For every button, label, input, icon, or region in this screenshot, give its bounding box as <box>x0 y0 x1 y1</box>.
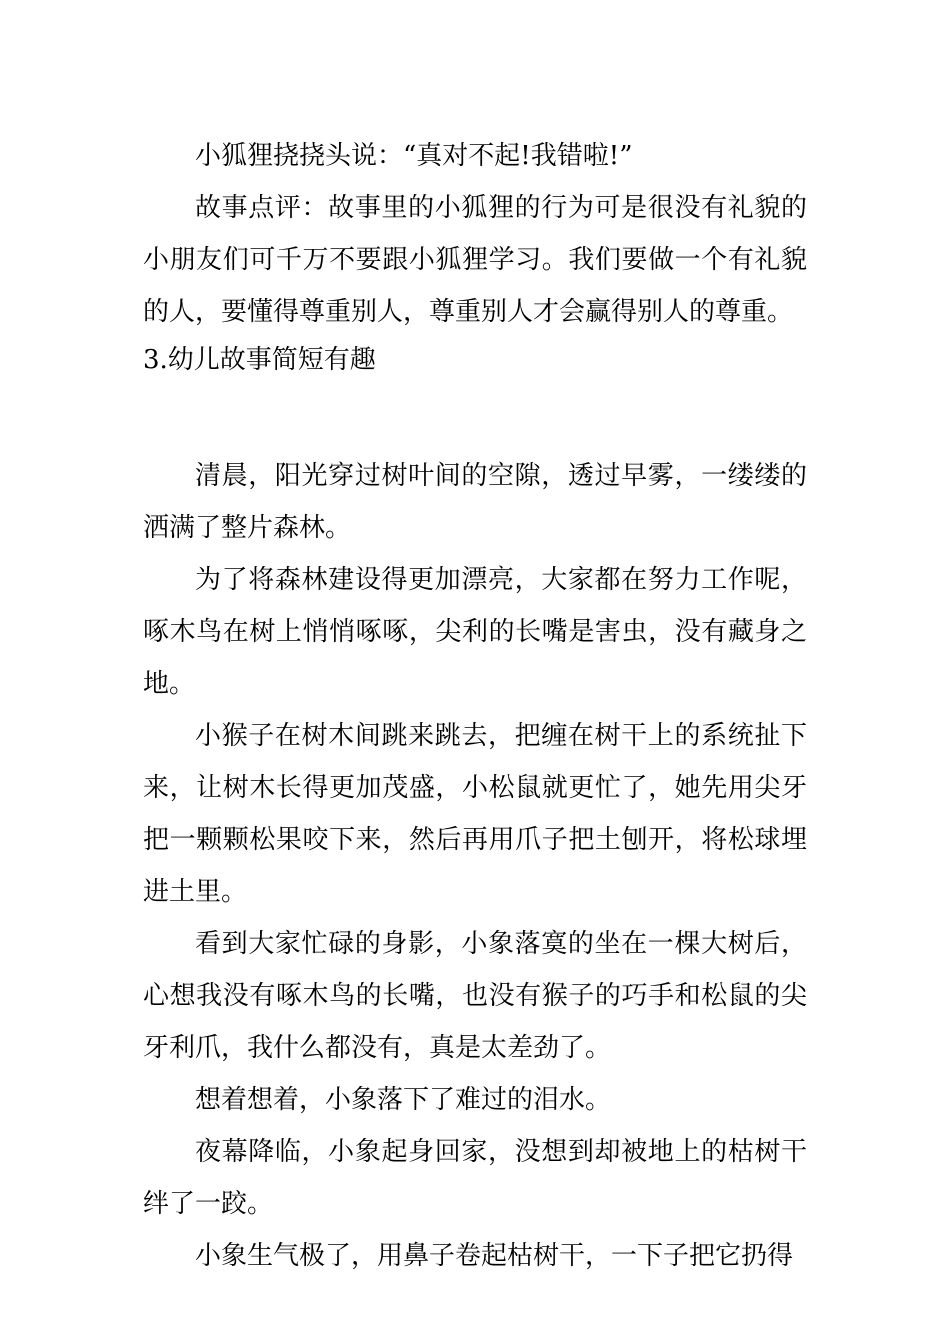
paragraph-woodpecker: 为了将森林建设得更加漂亮，大家都在努力工作呢，啄木鸟在树上悄悄啄啄，尖利的长嘴是害虫，没有藏身之地。 <box>143 565 807 699</box>
paragraph-tears: 想着想着，小象落下了难过的泪水。 <box>195 1085 612 1115</box>
document-body <box>143 130 807 1282</box>
section-gap <box>143 382 807 450</box>
paragraph-elephant-angry: 小象生气极了，用鼻子卷起枯树干，一下子把它扔得 <box>195 1241 794 1271</box>
paragraph-morning: 清晨，阳光穿过树叶间的空隙，透过早雾，一缕缕的洒满了整片森林。 <box>143 461 807 543</box>
paragraph-elephant-sad: 看到大家忙碌的身影，小象落寞的坐在一棵大树后，心想我没有啄木鸟的长嘴，也没有猴子的巧手和松鼠的尖牙利爪，我什么都没有，真是太差劲了。 <box>143 929 807 1063</box>
paragraph-story-comment: 故事点评：故事里的小狐狸的行为可是很没有礼貌的小朋友们可千万不要跟小狐狸学习。我们要做一个有礼貌的人，要懂得尊重别人，尊重别人才会赢得别人的尊重。 <box>143 193 807 327</box>
paragraph-night-trip: 夜幕降临，小象起身回家，没想到却被地上的枯树干绊了一跤。 <box>143 1137 807 1219</box>
paragraph-monkey-squirrel: 小猴子在树木间跳来跳去，把缠在树干上的系统扯下来，让树木长得更加茂盛，小松鼠就更忙了，她先用尖牙把一颗颗松果咬下来，然后再用爪子把土刨开，将松球埋进土里。 <box>143 721 807 907</box>
section-heading: 3.幼儿故事简短有趣 <box>143 345 376 375</box>
paragraph-fox-apology: 小狐狸挠挠头说：“真对不起!我错啦!” <box>195 141 633 171</box>
